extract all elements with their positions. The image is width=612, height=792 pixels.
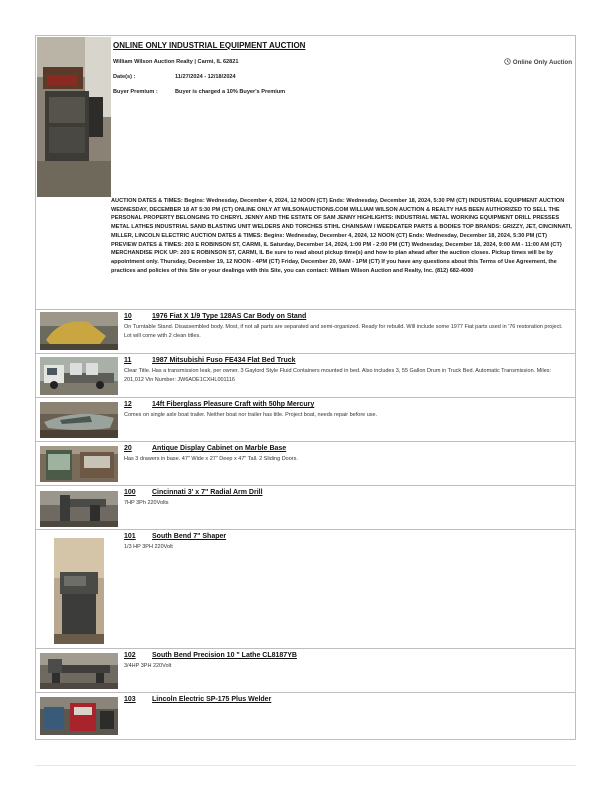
lot-number[interactable]: 20 — [124, 445, 132, 452]
lot-description: Has 3 drawers in base. 47" Wide x 27" Deep x 47" Tall. 2 Sliding Doors. — [124, 456, 298, 462]
lot-title[interactable]: Cincinnati 3' x 7" Radial Arm Drill — [152, 489, 263, 496]
dates-value: 11/27/2024 - 12/18/2024 — [175, 74, 236, 80]
lot-number[interactable]: 11 — [124, 357, 132, 364]
lot-description: On Turntable Stand. Disassembled body. Most, if not all parts are separated and semi-organized. Ready for rebuild. Will include some 1977 Fiat parts used in '76 restoration project. Lot will come with 2 clean titles. — [124, 324, 563, 339]
page-divider — [35, 765, 576, 766]
lot-title[interactable]: 1976 Fiat X 1/9 Type 128AS Car Body on Stand — [152, 313, 307, 320]
lot-description: Comes on single axle boat trailer. Neither boat nor trailer has title. Project boat, needs repair before use. — [124, 412, 378, 418]
online-only-label: Online Only Auction — [512, 59, 572, 66]
lot-number[interactable]: 100 — [124, 489, 136, 496]
premium-label: Buyer Premium : — [113, 89, 158, 95]
lot-title[interactable]: 14ft Fiberglass Pleasure Craft with 50hp Mercury — [152, 401, 315, 408]
lot-row[interactable] — [36, 309, 575, 353]
lot-row[interactable] — [36, 397, 575, 441]
lot-number[interactable]: 12 — [124, 401, 132, 408]
lot-row[interactable] — [36, 692, 575, 739]
lot-description: Clear Title. Has a transmission leak, per owner. 3 Gaylord Style Fluid Containers mounted in bed. Also includes 3, 55 Gallon Drum in Truck Bed. Automatic Transmission. Miles: 201,012 Vin Number: JW6ADE1CXHL001116 — [124, 368, 552, 383]
lot-photo[interactable] — [40, 446, 118, 482]
lot-description: 7HP 3Ph 220Volts — [124, 500, 169, 506]
lot-description: 1/3 HP 3PH 220Volt — [124, 544, 173, 550]
lot-title[interactable]: Antique Display Cabinet on Marble Base — [152, 445, 287, 452]
lot-photo[interactable] — [40, 697, 118, 735]
lot-number[interactable]: 10 — [124, 313, 132, 320]
lot-number[interactable]: 103 — [124, 696, 136, 703]
lot-photo[interactable] — [40, 312, 118, 350]
hero-photo — [37, 37, 111, 197]
lot-photo[interactable] — [40, 357, 118, 395]
lot-photo[interactable] — [40, 402, 118, 438]
auction-catalog — [35, 35, 576, 740]
lot-description: 3/4HP 3PH 220Volt — [124, 663, 172, 669]
lot-title[interactable]: South Bend 7" Shaper — [152, 533, 227, 540]
lot-title[interactable]: South Bend Precision 10 " Lathe CL8187YB — [152, 652, 297, 659]
lot-number[interactable]: 102 — [124, 652, 136, 659]
lot-row[interactable] — [36, 353, 575, 397]
lot-photo[interactable] — [54, 538, 104, 644]
lot-number[interactable]: 101 — [124, 533, 136, 540]
online-only-badge — [504, 58, 572, 66]
auction-description: AUCTION DATES & TIMES: Begins: Wednesday, December 4, 2024, 12 NOON (CT) Ends: Wednesday, December 18, 2024, 5:30 PM (CT) INDUSTRIAL EQUIPMENT AUCTION WEDNESDAY, DECEMBER 18 AT 5:30 PM (CT) ONLINE ONLY AT WILSONAUCTIONS.COM WILLIAM WILSON AUCTION & REALTY HAS BEEN AUTHORIZED TO SELL THE PERSONAL PROPERTY BELONGING TO CHERYL JENNY AND THE ESTATE OF SAM JENNY HIGHLIGHTS: INDUSTRIAL METAL WORKING EQUIPMENT DRILL PRESSES METAL LATHES INDUSTRIAL SAND BLASTING UNIT WELDERS AND TORCHES STIHL CHAINSAW / WEEDEATER PARTS & BODIES TOP BRANDS: GRIZZY, JET, CINCINNATI, MILLER, LINCOLN ELECTRIC AUCTION DATES & TIMES: Begins: Wednesday, December 4, 2024, 12 NOON (CT) Ends: Wednesday, December 18, 2024, 5:30 PM (CT) PREVIEW DATES & TIMES: 203 E ROBINSON ST, CARMI, IL Saturday, December 14, 2024, 1:00 PM - 2:00 PM (CT) Wednesday, December 18, 2024, 9:00 AM - 11:00 AM (CT) MERCHANDISE PICK UP: 203 E ROBINSON ST, CARMI, IL Be sure to read about pickup time(s) and how to plan ahead after the auction closes. Pickup times will be by appointment only. Thursday, December 19, 12 NOON - 4PM (CT) Friday, December 20, 9AM - 1PM (CT) If you have any questions about this Terms of Use Agreement, the practices and policies of this Site or your dealings with this Site, you can contact: William Wilson Auction and Realty, Inc. (812) 682-4000 — [111, 198, 572, 274]
clock-icon — [504, 58, 511, 65]
premium-value: Buyer is charged a 10% Buyer's Premium — [175, 89, 286, 95]
dates-label: Date(s) : — [113, 74, 136, 80]
lot-title[interactable]: 1987 Mitsubishi Fuso FE434 Flat Bed Truck — [152, 357, 296, 364]
lot-title[interactable]: Lincoln Electric SP-175 Plus Welder — [152, 696, 272, 703]
auction-title[interactable]: ONLINE ONLY INDUSTRIAL EQUIPMENT AUCTION — [113, 41, 306, 50]
lot-row[interactable] — [36, 441, 575, 485]
lot-row[interactable] — [36, 529, 575, 648]
lot-photo[interactable] — [40, 653, 118, 689]
lot-photo[interactable] — [40, 491, 118, 527]
lot-row[interactable] — [36, 648, 575, 692]
lot-row[interactable] — [36, 485, 575, 529]
auction-header — [36, 36, 575, 310]
auction-organizer: William Wilson Auction Realty | Carmi, IL 62821 — [113, 59, 239, 65]
